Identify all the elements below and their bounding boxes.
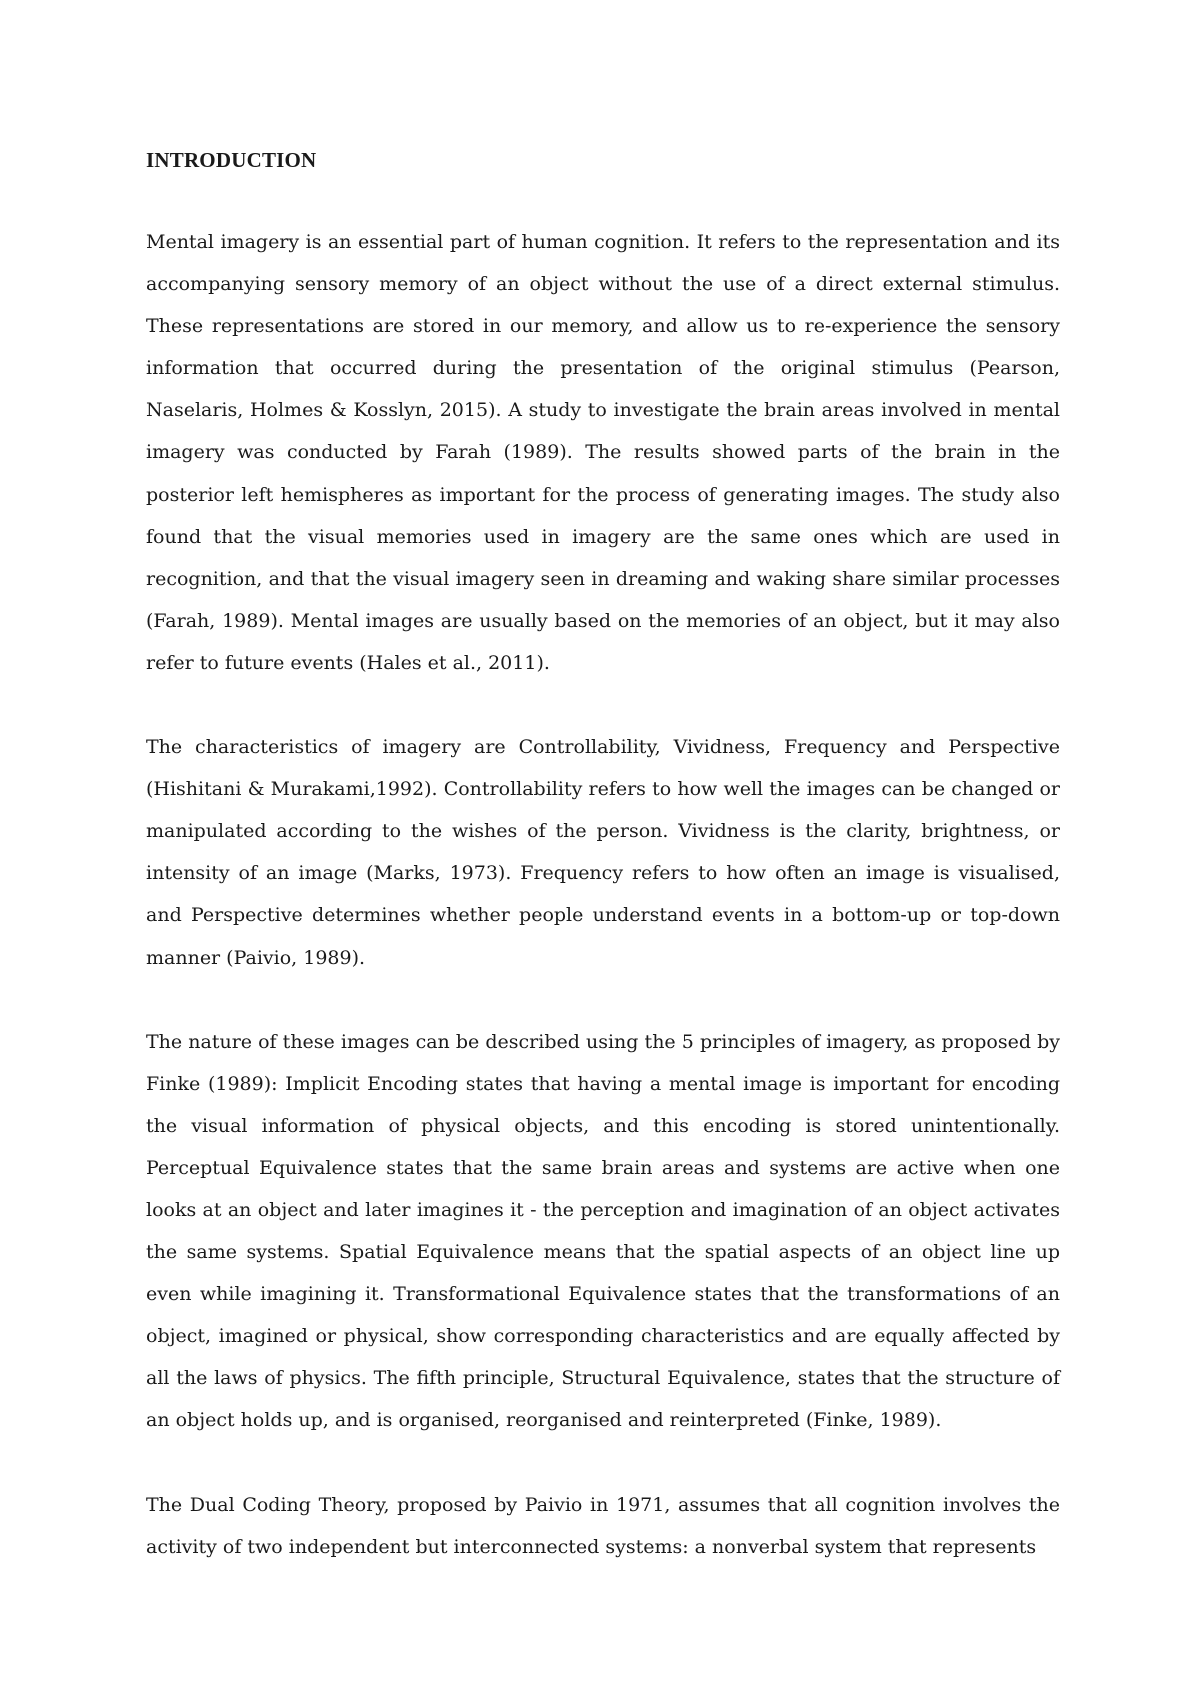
paragraph-imagery-characteristics: The characteristics of imagery are Controllability, Vividness, Frequency and Perspective (Hishitani & Murakami,1992). Controllability refers to how well the images can be changed or manipulated according to the wishes of the person. Vividness is the clarity, brightness, or intensity of an image (Marks, 1973). Frequency refers to how often an image is visualised, and Perspective determines whether people understand events in a bottom-up or top-down manner (Paivio, 1989). (146, 736, 1060, 969)
paragraph-imagery-principles: The nature of these images can be described using the 5 principles of imagery, as proposed by Finke (1989): Implicit Encoding states that having a mental image is important for encoding the visual information of physical objects, and this encoding is stored unintentionally. Perceptual Equivalence states that the same brain areas and systems are active when one looks at an object and later imagines it - the perception and imagination of an object activates the same systems. Spatial Equivalence means that the spatial aspects of an object line up even while imagining it. Transformational Equivalence states that the transformations of an object, imagined or physical, show corresponding characteristics and are equally affected by all the laws of physics. The fifth principle, Structural Equivalence, states that the structure of an object holds up, and is organised, reorganised and reinterpreted (Finke, 1989). (146, 1030, 1060, 1432)
paragraph-mental-imagery: Mental imagery is an essential part of human cognition. It refers to the representation and its accompanying sensory memory of an object without the use of a direct external stimulus. These representations are stored in our memory, and allow us to re-experience the sensory information that occurred during the presentation of the original stimulus (Pearson, Naselaris, Holmes & Kosslyn, 2015). A study to investigate the brain areas involved in mental imagery was conducted by Farah (1989). The results showed parts of the brain in the posterior left hemispheres as important for the process of generating images. The study also found that the visual memories used in imagery are the same ones which are used in recognition, and that the visual imagery seen in dreaming and waking share similar processes (Farah, 1989). Mental images are usually based on the memories of an object, but it may also refer to future events (Hales et al., 2011). (146, 231, 1060, 674)
paragraph-dual-coding-theory: The Dual Coding Theory, proposed by Paivio in 1971, assumes that all cognition involves the activity of two independent but interconnected systems: a nonverbal system that represents (146, 1493, 1060, 1558)
section-heading: INTRODUCTION (146, 148, 317, 172)
document-body (146, 142, 1060, 1610)
